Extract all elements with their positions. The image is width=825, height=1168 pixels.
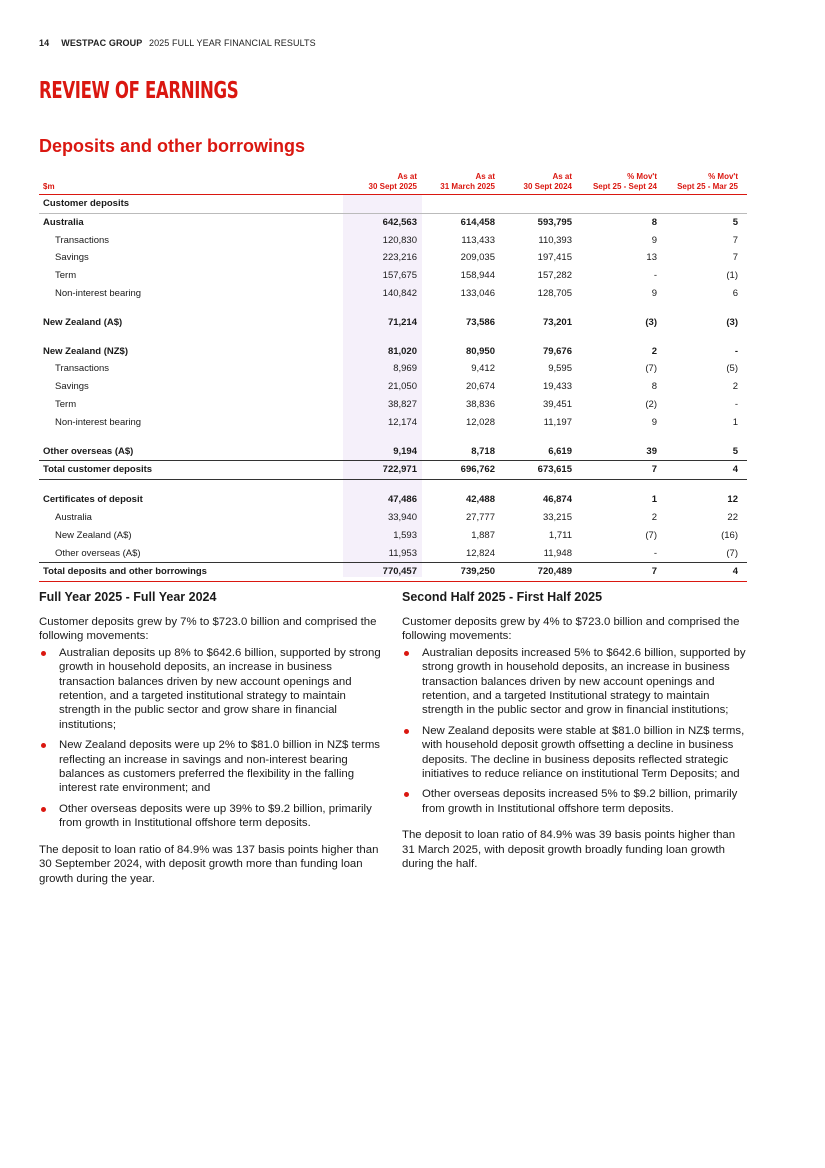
row-label: Australia [43, 216, 84, 228]
row-label: New Zealand (A$) [43, 316, 123, 328]
table-cell: 80,950 [465, 345, 495, 357]
table-row [39, 360, 747, 378]
table-cell: 6 [732, 287, 738, 299]
table-cell: 8 [651, 216, 657, 228]
table-row [39, 249, 747, 267]
table-cell: 73,201 [542, 316, 572, 328]
table-cell: 4 [732, 464, 738, 476]
table-cell: 157,282 [537, 270, 572, 282]
row-label: Other overseas (A$) [43, 445, 134, 457]
column-header: As at 31 March 2025 [440, 172, 495, 191]
table-cell: 158,944 [460, 270, 495, 282]
table-cell: - [734, 345, 738, 357]
table-cell: 1 [732, 416, 738, 428]
list-item: New Zealand deposits were stable at $81.0 billion in NZ$ terms, with household deposit growth offsetting a decline in business deposits. The decline in business deposits reflected strategic initiatives to reduce reliance on institutional Term Deposits; and [402, 724, 746, 782]
table-cell: - [653, 270, 657, 282]
table-row [39, 545, 747, 564]
row-label: Customer deposits [43, 198, 130, 209]
table-row [39, 527, 747, 545]
table-cell: 9,194 [393, 445, 417, 457]
bullet-icon [41, 807, 46, 812]
list-item: New Zealand deposits were up 2% to $81.0 billion in NZ$ terms reflecting an increase in savings and non-interest bearing balances as customers preferred the flexibility in the falling interest rate environment; and [39, 738, 383, 796]
table-cell: 7 [651, 566, 657, 578]
table-cell: 13 [646, 252, 657, 264]
table-row [39, 563, 747, 582]
table-cell: 133,046 [460, 287, 495, 299]
table-cell: (2) [645, 398, 657, 410]
row-label: Total customer deposits [43, 464, 153, 476]
table-cell: - [653, 547, 657, 559]
table-cell: 720,489 [537, 566, 572, 578]
table-cell: 7 [732, 234, 738, 246]
commentary-closing: The deposit to loan ratio of 84.9% was 137 basis points higher than 30 September 2024, with deposit growth more than funding loan growth during the year. [39, 843, 379, 885]
table-cell: 81,020 [387, 345, 417, 357]
table-row [39, 314, 747, 332]
row-label: Savings [55, 381, 89, 393]
table-cell: 9,595 [548, 363, 572, 375]
table-cell: 1,887 [471, 529, 495, 541]
deposits-table [39, 168, 747, 582]
page-number: 14 [39, 38, 50, 48]
column-header: As at 30 Sept 2024 [523, 172, 572, 191]
table-cell: 739,250 [460, 566, 495, 578]
bullet-icon [404, 729, 409, 734]
table-cell: 209,035 [460, 252, 495, 264]
commentary-bullets [39, 646, 383, 831]
table-row [39, 414, 747, 432]
document-title: 2025 FULL YEAR FINANCIAL RESULTS [148, 38, 316, 48]
table-cell: (7) [645, 529, 657, 541]
table-cell: 38,827 [387, 398, 417, 410]
table-cell: 5 [732, 445, 738, 457]
table-cell: 22 [727, 511, 738, 523]
table-cell: 12 [727, 494, 738, 506]
table-cell: 33,940 [387, 511, 417, 523]
row-label: New Zealand (A$) [55, 529, 132, 541]
commentary-bullets [402, 646, 746, 816]
table-cell: 696,762 [460, 464, 495, 476]
table-cell: 6,619 [548, 445, 572, 457]
table-row [39, 267, 747, 285]
table-cell: 12,174 [387, 416, 417, 428]
table-row [39, 396, 747, 414]
unit-label: $m [43, 182, 55, 191]
table-cell: 7 [651, 464, 657, 476]
list-item: Other overseas deposits increased 5% to $9.2 billion, primarily from growth in Institutional offshore term deposits. [402, 787, 746, 816]
table-cell: 140,842 [382, 287, 417, 299]
table-row [39, 378, 747, 396]
table-cell: 12,824 [465, 547, 495, 559]
row-label: Australia [55, 511, 92, 523]
row-label: Savings [55, 252, 89, 264]
table-cell: 770,457 [382, 566, 417, 578]
page-header [39, 38, 316, 48]
list-item: Other overseas deposits were up 39% to $9.2 billion, primarily from growth in Institutional offshore term deposits. [39, 802, 383, 831]
row-label: Transactions [55, 363, 110, 375]
row-label: Other overseas (A$) [55, 547, 141, 559]
table-row [39, 232, 747, 250]
table-cell: 7 [732, 252, 738, 264]
list-item: Australian deposits up 8% to $642.6 billion, supported by strong growth in household deposits, an increase in business transaction balances driven by new account openings and retention, and a targeted institutional strategy to maintain strength in the public sector and grow share in financial institutions; [39, 646, 383, 732]
table-cell: 9 [651, 287, 657, 299]
table-cell: 11,197 [543, 416, 572, 428]
bullet-icon [41, 651, 46, 656]
commentary-heading: Full Year 2025 - Full Year 2024 [39, 590, 217, 604]
table-row [39, 491, 747, 509]
table-cell: (7) [645, 363, 657, 375]
table-row [39, 195, 747, 214]
list-item: Australian deposits increased 5% to $642.6 billion, supported by strong growth in household deposits, an increase in business transaction balances driven by new account openings and retention, and a targeted Institutional strategy to maintain strength in the public sector and grow in financial institutions; [402, 646, 746, 718]
table-cell: (16) [721, 529, 738, 541]
brand-name: WESTPAC GROUP [61, 38, 143, 48]
table-row [39, 285, 747, 303]
table-cell: 4 [732, 566, 738, 578]
column-header: As at 30 Sept 2025 [368, 172, 417, 191]
table-cell: 2 [651, 345, 657, 357]
table-cell: 5 [732, 216, 738, 228]
sub-title: Deposits and other borrowings [39, 136, 306, 156]
commentary-heading: Second Half 2025 - First Half 2025 [402, 590, 603, 604]
bullet-icon [404, 792, 409, 797]
commentary-intro: Customer deposits grew by 7% to $723.0 billion and comprised the following movements: [39, 616, 377, 643]
row-label: Transactions [55, 234, 110, 246]
table-cell: 39,451 [542, 398, 572, 410]
table-cell: 593,795 [537, 216, 572, 228]
table-cell: 46,874 [542, 494, 572, 506]
row-label: Non-interest bearing [55, 287, 142, 299]
table-cell: 19,433 [542, 381, 572, 393]
table-cell: (5) [726, 363, 738, 375]
table-cell: (7) [726, 547, 738, 559]
table-cell: 73,586 [465, 316, 495, 328]
table-cell: 9 [651, 416, 657, 428]
section-title: REVIEW OF EARNINGS [39, 78, 239, 104]
table-cell: (3) [645, 316, 657, 328]
table-body [39, 195, 747, 582]
commentary-closing: The deposit to loan ratio of 84.9% was 39 basis points higher than 31 March 2025, with deposit growth broadly funding loan growth during the half. [402, 829, 736, 871]
row-label: Certificates of deposit [43, 494, 143, 506]
table-cell: - [734, 398, 738, 410]
table-cell: 642,563 [382, 216, 417, 228]
bullet-icon [41, 743, 46, 748]
table-cell: 110,393 [538, 234, 572, 246]
table-cell: 79,676 [542, 345, 572, 357]
table-cell: 1,711 [548, 529, 572, 541]
table-cell: 2 [651, 511, 657, 523]
table-cell: 42,488 [465, 494, 495, 506]
table-cell: (3) [726, 316, 738, 328]
table-cell: 12,028 [465, 416, 495, 428]
row-label: Total deposits and other borrowings [43, 566, 207, 578]
half-year-commentary [402, 590, 746, 874]
table-cell: 9,412 [471, 363, 495, 375]
table-cell: 128,705 [537, 287, 572, 299]
table-row [39, 461, 747, 480]
table-cell: 20,674 [465, 381, 495, 393]
table-cell: 113,433 [461, 234, 495, 246]
column-header: % Mov't Sept 25 - Mar 25 [677, 172, 738, 191]
table-cell: 11,953 [388, 547, 417, 559]
table-cell: 9 [651, 234, 657, 246]
table-cell: 8,718 [471, 445, 495, 457]
table-row [39, 343, 747, 361]
table-cell: 11,948 [543, 547, 572, 559]
table-cell: 21,050 [387, 381, 417, 393]
table-cell: 71,214 [387, 316, 417, 328]
table-row [39, 443, 747, 462]
full-year-commentary [39, 590, 383, 888]
bullet-icon [404, 651, 409, 656]
row-label: Term [55, 270, 77, 282]
table-cell: 120,830 [382, 234, 417, 246]
row-label: New Zealand (NZ$) [43, 345, 128, 357]
table-cell: 8,969 [393, 363, 417, 375]
table-cell: (1) [726, 270, 738, 282]
table-cell: 47,486 [387, 494, 417, 506]
row-label: Non-interest bearing [55, 416, 142, 428]
table-cell: 197,415 [537, 252, 572, 264]
table-cell: 223,216 [382, 252, 417, 264]
table-cell: 1 [651, 494, 657, 506]
table-cell: 722,971 [382, 464, 417, 476]
table-cell: 2 [732, 381, 738, 393]
table-cell: 157,675 [382, 270, 417, 282]
table-cell: 8 [651, 381, 657, 393]
table-cell: 1,593 [393, 529, 417, 541]
table-cell: 673,615 [537, 464, 572, 476]
table-row [39, 509, 747, 527]
commentary-intro: Customer deposits grew by 4% to $723.0 billion and comprised the following movements: [402, 616, 740, 643]
table-cell: 27,777 [465, 511, 495, 523]
column-header: % Mov't Sept 25 - Sept 24 [592, 172, 657, 191]
table-row [39, 214, 747, 232]
table-cell: 39 [646, 445, 657, 457]
table-cell: 33,215 [542, 511, 572, 523]
row-label: Term [55, 398, 77, 410]
table-cell: 38,836 [465, 398, 495, 410]
table-header [39, 168, 747, 195]
table-cell: 614,458 [460, 216, 495, 228]
